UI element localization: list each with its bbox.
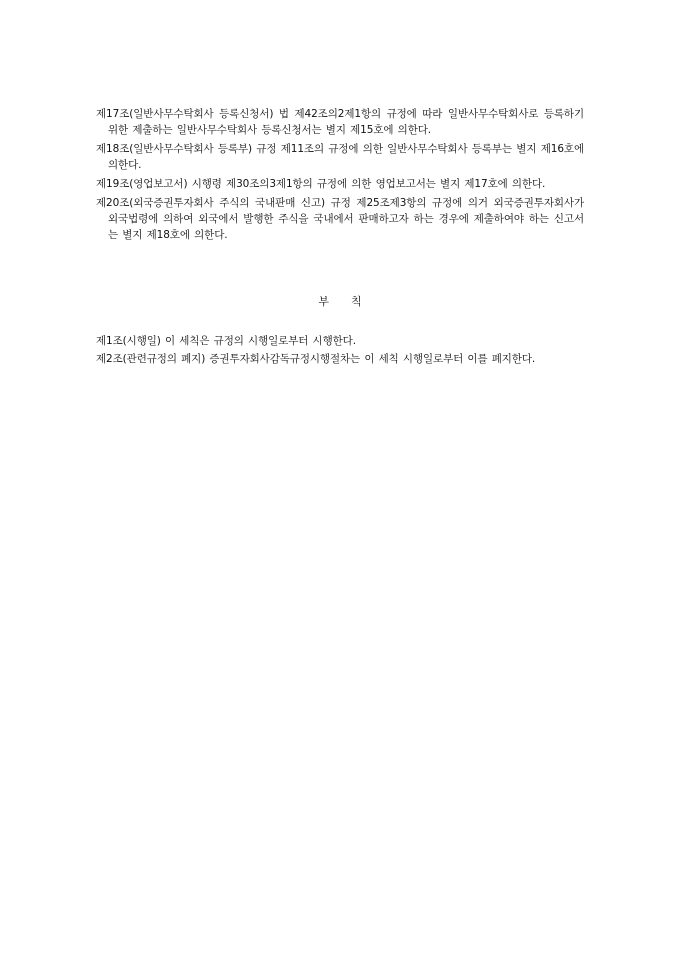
articles-section (96, 106, 584, 246)
article-19: 제19조(영업보고서) 시행령 제30조의3제1항의 규정에 의한 영업보고서는 별지 제17호에 의한다. (96, 178, 546, 190)
supplementary-heading: 부칙 (318, 295, 384, 308)
article-18: 제18조(일반사무수탁회사 등록부) 규정 제11조의 규정에 의한 일반사무수탁회사 등록부는 별지 제16호에 의한다. (96, 143, 584, 171)
supplementary-section (96, 333, 584, 369)
supplementary-article-1: 제1조(시행일) 이 세칙은 규정의 시행일로부터 시행한다. (96, 335, 356, 347)
supplementary-article-2: 제2조(관련규정의 폐지) 증권투자회사감독규정시행절차는 이 세칙 시행일로부터 이를 폐지한다. (96, 353, 536, 365)
article-20: 제20조(외국증권투자회사 주식의 국내판매 신고) 규정 제25조제3항의 규정에 의거 외국증권투자회사가 외국법령에 의하여 외국에서 발행한 주식을 국내에서 판매하고자 하는 경우에 제출하여야 하는 신고서는 별지 제18호에 의한다. (96, 197, 584, 241)
article-17: 제17조(일반사무수탁회사 등록신청서) 법 제42조의2제1항의 규정에 따라 일반사무수탁회사로 등록하기 위한 제출하는 일반사무수탁회사 등록신청서는 별지 제15호에 의한다. (96, 108, 584, 136)
